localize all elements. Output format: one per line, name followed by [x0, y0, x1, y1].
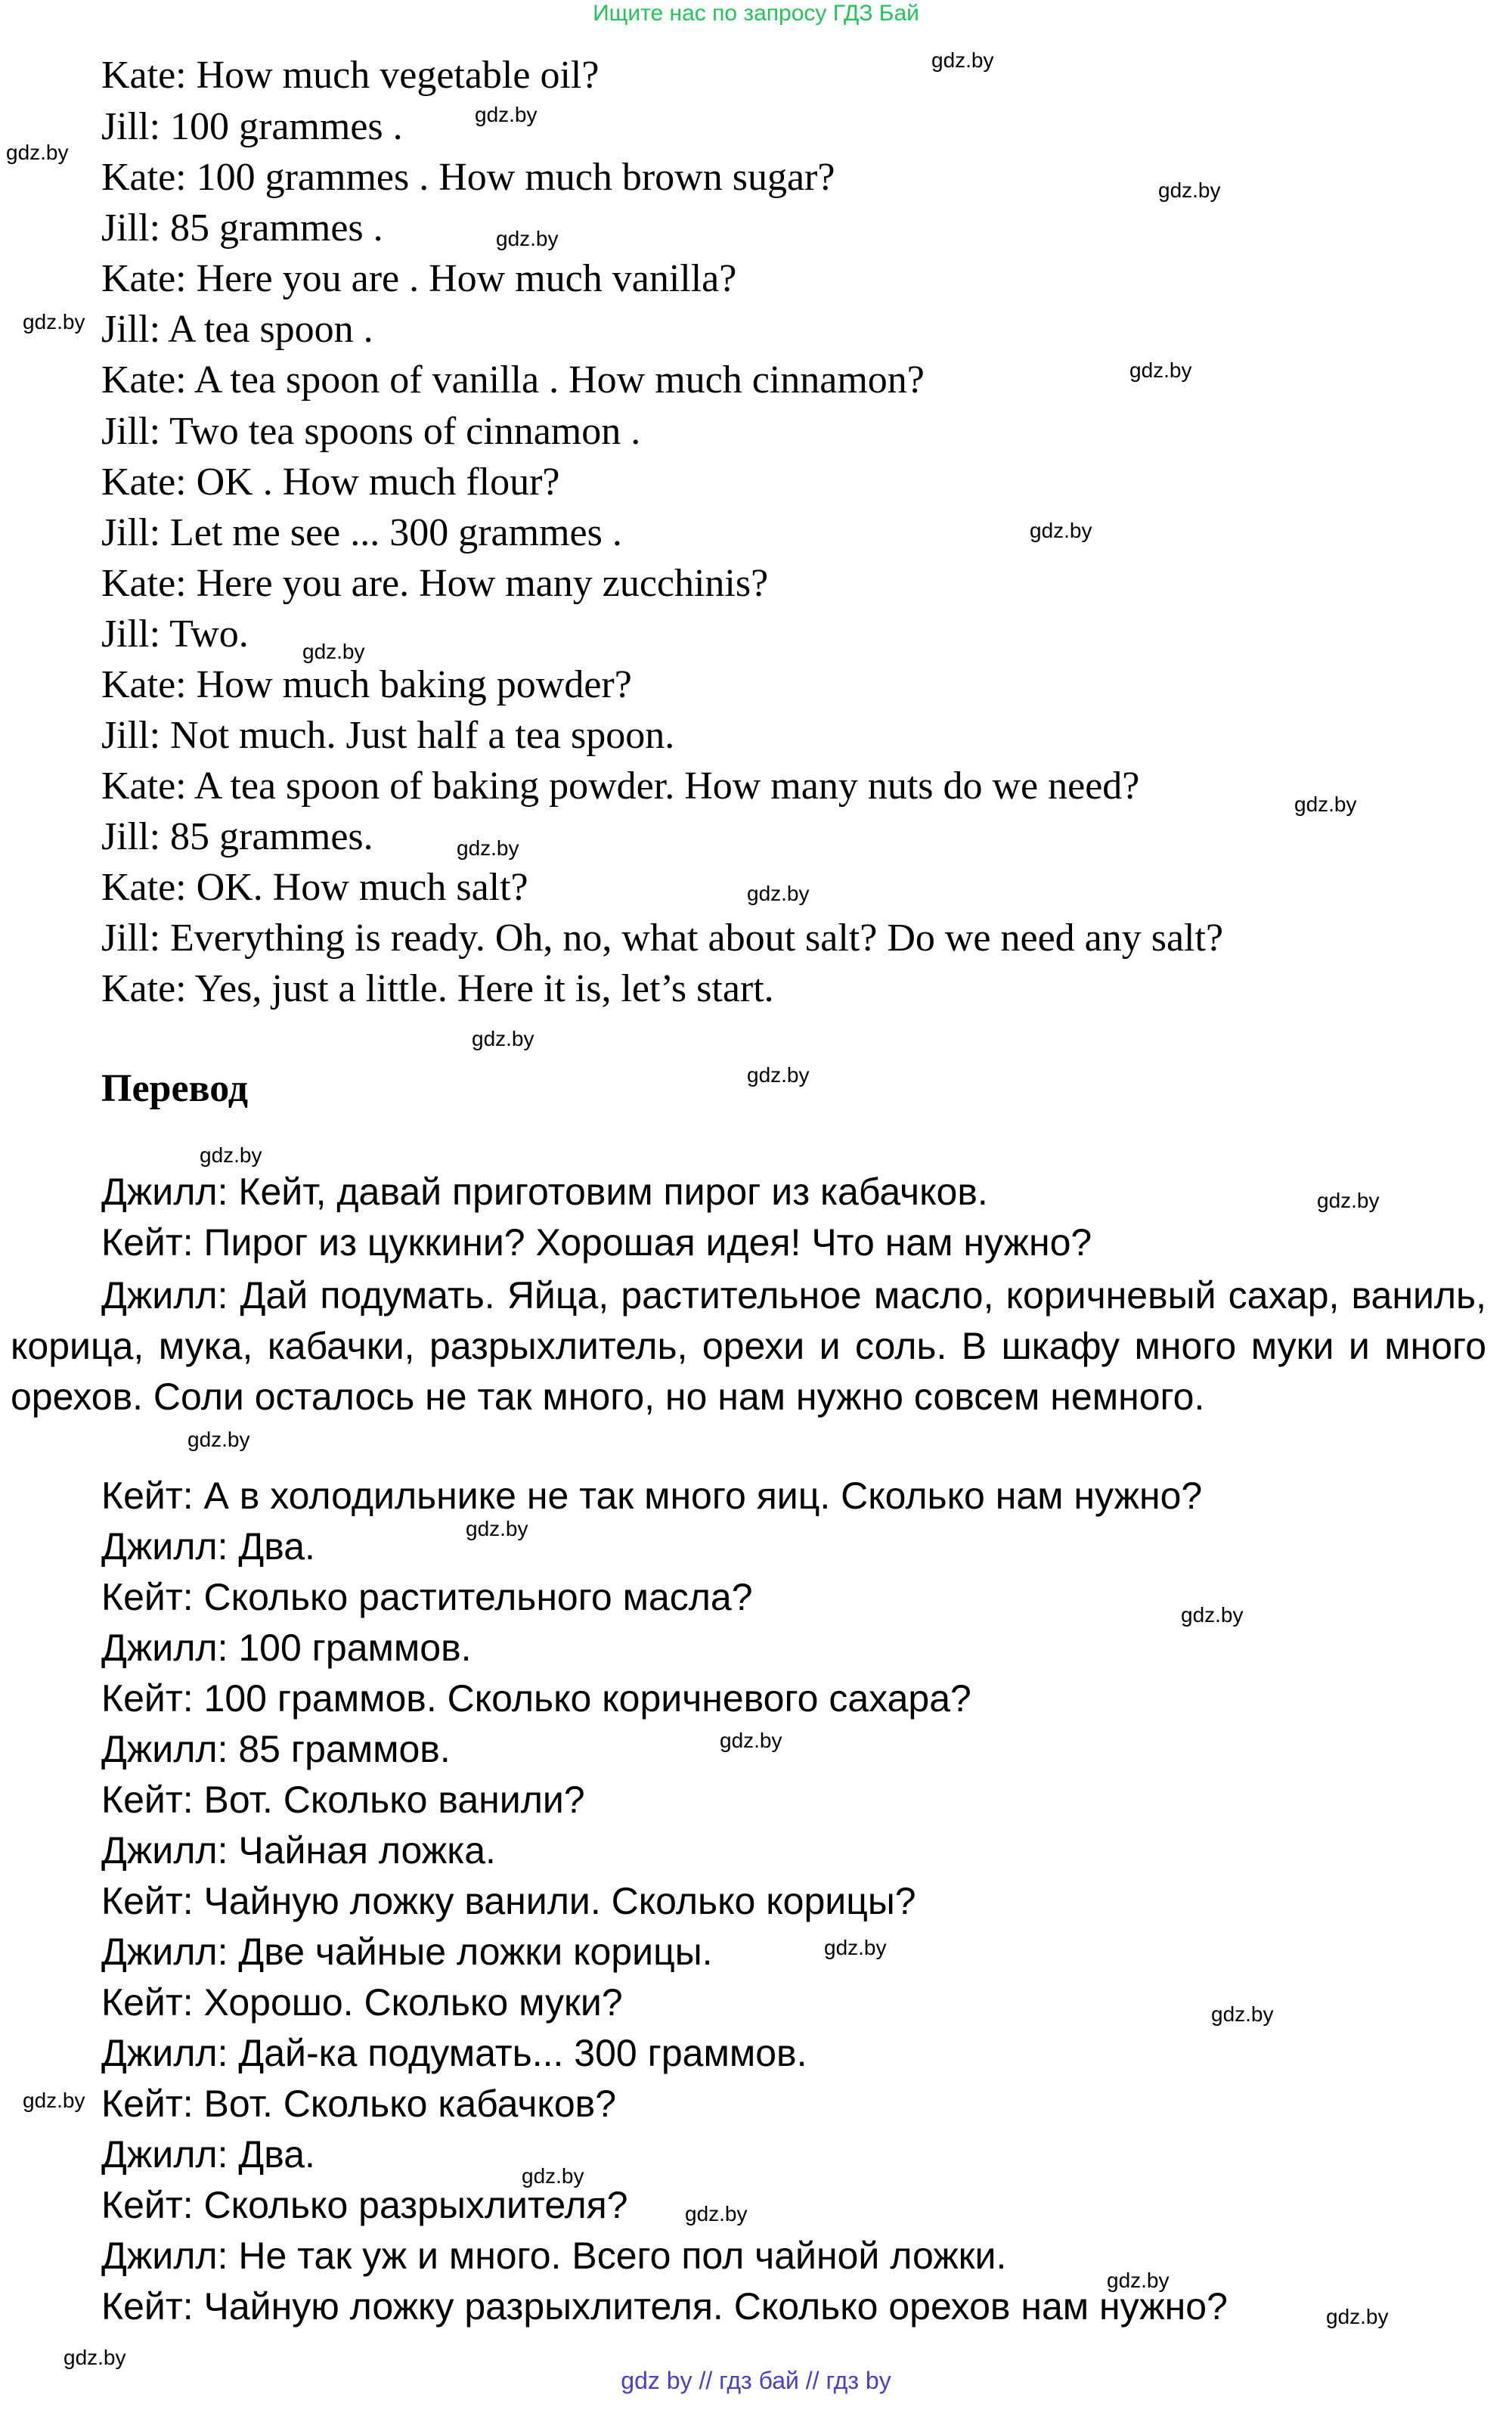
translation-line: Джилл: Две чайные ложки корицы. [101, 1931, 713, 1973]
watermark: gdz.by [1211, 2002, 1274, 2026]
translation-line: Джилл: Не так уж и много. Всего пол чайной ложки. [101, 2235, 1007, 2277]
watermark: gdz.by [64, 2346, 126, 2369]
dialogue-line: Kate: A tea spoon of vanilla . How much cinnamon? [101, 358, 925, 402]
watermark: gdz.by [187, 1428, 250, 1451]
watermark: gdz.by [931, 48, 994, 72]
top-banner: Ищите нас по запросу ГДЗ Бай [593, 1, 919, 26]
watermark: gdz.by [720, 1729, 782, 1752]
translation-line: Джилл: Два. [101, 1525, 315, 1568]
watermark: gdz.by [496, 227, 559, 250]
translation-line: Кейт: Сколько растительного масла? [101, 1576, 753, 1618]
watermark: gdz.by [457, 836, 519, 860]
watermark: gdz.by [1326, 2305, 1389, 2328]
translation-paragraph: Джилл: Дай подумать. Яйца, растительное масло, коричневый сахар, ваниль, корица, мука, кабачки, разрыхлитель, орехи и соль. В шкафу много муки и много орехов. Соли осталось не так много, но нам нужно совсем немного. [11, 1274, 1486, 1418]
translation-line: Джилл: Дай-ка подумать... 300 граммов. [101, 2032, 807, 2074]
dialogue-line: Kate: OK. How much salt? [101, 866, 528, 909]
dialogue-line: Kate: How much baking powder? [101, 663, 632, 706]
translation-line: Кейт: 100 граммов. Сколько коричневого сахара? [101, 1677, 971, 1720]
translation-line: Кейт: Хорошо. Сколько муки? [101, 1981, 623, 2024]
dialogue-line: Jill: 85 grammes. [101, 815, 373, 858]
dialogue-line: Jill: Not much. Just half a tea spoon. [101, 714, 675, 757]
translation-line: Кейт: Вот. Сколько кабачков? [101, 2083, 617, 2125]
watermark: gdz.by [1129, 358, 1192, 382]
watermark: gdz.by [302, 640, 365, 663]
watermark: gdz.by [200, 1143, 262, 1167]
translation-line: Кейт: Сколько разрыхлителя? [101, 2184, 628, 2226]
watermark: gdz.by [466, 1517, 528, 1540]
watermark: gdz.by [824, 1936, 887, 1959]
watermark: gdz.by [522, 2164, 584, 2188]
translation-line: Джилл: Кейт, давай приготовим пирог из кабачков. [101, 1171, 988, 1213]
translation-line: Кейт: А в холодильнике не так много яиц. Сколько нам нужно? [101, 1475, 1203, 1517]
dialogue-line: Jill: 85 grammes . [101, 206, 383, 250]
bottom-banner: gdz by // гдз бай // гдз by [621, 2367, 891, 2394]
watermark: gdz.by [475, 103, 538, 126]
translation-line: Джилл: 85 граммов. [101, 1728, 451, 1770]
dialogue-line: Jill: A tea spoon . [101, 308, 373, 351]
dialogue-line: Kate: Yes, just a little. Here it is, let’s start. [101, 967, 774, 1010]
dialogue-line: Jill: Let me see ... 300 grammes . [101, 511, 622, 554]
watermark: gdz.by [1317, 1189, 1380, 1212]
dialogue-line: Jill: 100 grammes . [101, 105, 403, 148]
translation-line: Кейт: Пирог из цуккини? Хорошая идея! Что нам нужно? [101, 1221, 1092, 1264]
translation-line: Кейт: Чайную ложку разрыхлителя. Сколько орехов нам нужно? [101, 2285, 1228, 2328]
dialogue-line: Kate: OK . How much flour? [101, 461, 560, 504]
translation-line: Кейт: Вот. Сколько ванили? [101, 1779, 585, 1821]
watermark: gdz.by [23, 310, 85, 333]
watermark: gdz.by [747, 1063, 810, 1087]
translation-line: Джилл: 100 граммов. [101, 1627, 472, 1669]
watermark: gdz.by [1158, 178, 1221, 202]
translation-line: Джилл: Чайная ложка. [101, 1829, 496, 1872]
watermark: gdz.by [1181, 1603, 1244, 1627]
watermark: gdz.by [1294, 792, 1357, 816]
dialogue-line: Kate: A tea spoon of baking powder. How many nuts do we need? [101, 765, 1140, 808]
translation-line: Кейт: Чайную ложку ванили. Сколько корицы? [101, 1880, 916, 1922]
dialogue-line: Kate: 100 grammes . How much brown sugar? [101, 156, 835, 199]
watermark: gdz.by [6, 141, 69, 164]
watermark: gdz.by [1030, 519, 1092, 542]
translation-line: Джилл: Два. [101, 2133, 315, 2176]
watermark: gdz.by [23, 2089, 85, 2112]
dialogue-line: Kate: Here you are . How much vanilla? [101, 257, 737, 300]
watermark: gdz.by [472, 1027, 534, 1050]
dialogue-line: Kate: Here you are. How many zucchinis? [101, 562, 769, 605]
dialogue-line: Jill: Two tea spoons of cinnamon . [101, 410, 641, 453]
watermark: gdz.by [685, 2202, 748, 2225]
dialogue-line: Kate: How much vegetable oil? [101, 54, 600, 97]
watermark: gdz.by [1107, 2269, 1170, 2292]
watermark: gdz.by [747, 882, 810, 905]
dialogue-line: Jill: Everything is ready. Oh, no, what about salt? Do we need any salt? [101, 917, 1224, 960]
dialogue-line: Jill: Two. [101, 613, 249, 656]
translation-heading: Перевод [101, 1067, 249, 1110]
